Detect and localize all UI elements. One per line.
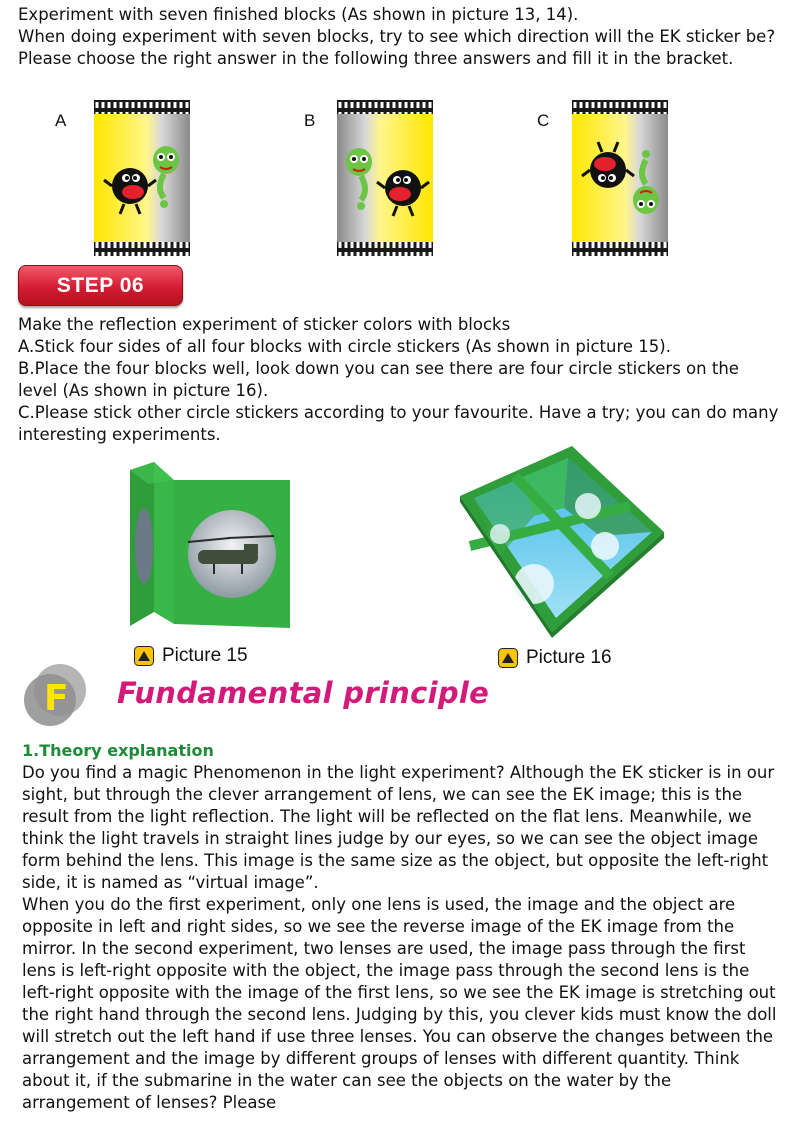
- intro-line: Please choose the right answer in the following three answers and fill it in the bracket.: [18, 49, 734, 68]
- step6-line: A.Stick four sides of all four blocks with circle stickers (As shown in picture 15).: [18, 337, 671, 356]
- picture-15-image: [118, 462, 298, 634]
- answer-card-b: [337, 100, 433, 256]
- option-letter-c: C: [537, 111, 550, 130]
- body-paragraph: When you do the first experiment, only one lens is used, the image and the object are opposite in left and right sides, so we see the reverse image of the EK image from the mirror. In the second experiment, two lenses are used, the image pass through the first lens is left-right opposite with the object, the image pass through the second lens is the left-right opposite with the image of the first lens, so we see the EK image is stretching out the right hand through the second lens. Judging by this, you clever kids must know the doll will stretch out the left hand if use three lenses. You can observe the changes between the arrangement and the image by different groups of lenses with different quantity. Think about it, if the submarine in the water can see the objects on the water by the arrangement of lenses? Please: [22, 895, 777, 1112]
- step-badge: STEP 06: [18, 265, 183, 306]
- caption-text: Picture 15: [162, 645, 248, 666]
- step6-text: [18, 314, 783, 446]
- section-letter: F: [44, 678, 69, 719]
- step6-line: Make the reflection experiment of sticker colors with blocks: [18, 315, 511, 334]
- body-paragraph: Do you find a magic Phenomenon in the light experiment? Although the EK sticker is in our sight, but through the clever arrangement of lens, we can see the EK image; this is the result from the light reflection. The light will be reflected on the flat lens. Meanwhile, we think the light travels in straight lines judge by our eyes, so we can see the object image form behind the lens. This image is the same size as the object, but opposite the left-right side, it is named as “virtual image”.: [22, 763, 775, 892]
- intro-line: Experiment with seven finished blocks (As shown in picture 13, 14).: [18, 5, 579, 24]
- step6-line: B.Place the four blocks well, look down you can see there are four circle stickers on the level (As shown in picture 16).: [18, 359, 739, 400]
- step6-line: C.Please stick other circle stickers according to your favourite. Have a try; you can do many interesting experiments.: [18, 403, 779, 444]
- intro-text: [18, 4, 783, 70]
- picture-16-image: [460, 446, 664, 638]
- intro-line: When doing experiment with seven blocks, try to see which direction will the EK sticker be?: [18, 27, 776, 46]
- theory-body: [22, 762, 784, 1114]
- subsection-heading: 1.Theory explanation: [22, 741, 214, 760]
- option-letter-b: B: [304, 111, 316, 130]
- section-title: Fundamental principle: [117, 676, 490, 710]
- answer-card-a: [94, 100, 190, 256]
- answer-card-c: [572, 100, 668, 256]
- caption-text: Picture 16: [526, 647, 612, 668]
- option-letter-a: A: [55, 111, 67, 130]
